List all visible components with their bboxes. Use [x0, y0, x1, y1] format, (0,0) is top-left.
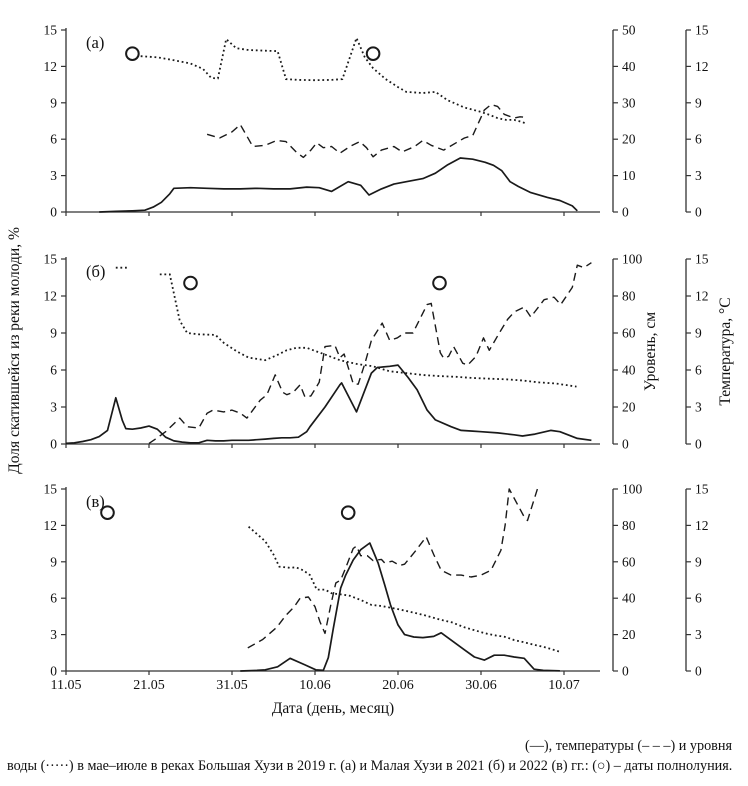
temp-tick-label: 9	[695, 325, 702, 341]
share-tick-label: 12	[43, 517, 57, 533]
temp-tick-label: 12	[695, 58, 709, 74]
temp-tick-label: 6	[695, 362, 702, 378]
x-tick-label: 30.06	[465, 678, 497, 693]
figure-caption-line-1: (—), температуры (– – –) и уровня	[524, 738, 732, 754]
temp-tick-label: 15	[695, 481, 709, 497]
full-moon-marker	[126, 47, 139, 60]
level-tick-label: 60	[622, 325, 636, 341]
panel-2	[44, 252, 709, 452]
level-tick-label: 20	[622, 399, 636, 415]
temp-tick-label: 3	[695, 627, 702, 643]
level-tick-label: 0	[622, 663, 629, 679]
share-tick-label: 0	[50, 204, 57, 220]
share-tick-label: 6	[50, 131, 57, 147]
temp-tick-label: 6	[695, 131, 702, 147]
share-tick-label: 12	[43, 288, 57, 304]
share-tick-label: 3	[50, 168, 57, 184]
share-tick-label: 12	[43, 58, 57, 74]
temp-tick-label: 15	[695, 251, 709, 267]
temp-tick-label: 0	[695, 663, 702, 679]
level-tick-label: 20	[622, 627, 636, 643]
share-tick-label: 9	[50, 95, 57, 111]
share-tick-label: 9	[50, 554, 57, 570]
y-axis-title-temperature: Температура, °C	[717, 297, 734, 406]
share-tick-label: 0	[50, 436, 57, 452]
x-axis-title: Дата (день, месяц)	[271, 700, 395, 717]
panel-label: (б)	[86, 262, 106, 281]
x-tick-label: 10.07	[548, 678, 580, 693]
x-tick-label: 11.05	[50, 678, 82, 693]
panel-1	[44, 23, 709, 220]
share-tick-label: 6	[50, 362, 57, 378]
temp-tick-label: 15	[695, 22, 709, 38]
y-axis-title-level: Уровень, см	[642, 311, 659, 392]
level-tick-label: 80	[622, 288, 636, 304]
temp-tick-label: 12	[695, 517, 709, 533]
juvenile-share-line	[66, 365, 591, 443]
full-moon-marker	[342, 506, 355, 519]
temperature-line	[149, 263, 591, 444]
share-tick-label: 3	[50, 399, 57, 415]
temp-tick-label: 0	[695, 436, 702, 452]
level-tick-label: 20	[622, 131, 636, 147]
juvenile-share-line	[99, 158, 577, 212]
x-tick-label: 10.06	[299, 678, 331, 693]
level-tick-label: 0	[622, 436, 629, 452]
level-tick-label: 50	[622, 22, 636, 38]
level-tick-label: 100	[622, 481, 643, 497]
level-tick-label: 10	[622, 168, 636, 184]
panel-label: (а)	[86, 33, 105, 52]
water-level-line	[141, 38, 527, 124]
share-tick-label: 3	[50, 627, 57, 643]
full-moon-marker	[184, 277, 197, 290]
temp-tick-label: 9	[695, 554, 702, 570]
juvenile-share-line	[240, 543, 560, 671]
share-tick-label: 15	[43, 251, 57, 267]
level-tick-label: 100	[622, 251, 643, 267]
level-tick-label: 0	[622, 204, 629, 220]
temperature-line	[248, 489, 541, 648]
temp-tick-label: 6	[695, 590, 702, 606]
level-tick-label: 40	[622, 362, 636, 378]
panel-label: (в)	[86, 492, 105, 511]
level-tick-label: 40	[622, 590, 636, 606]
share-tick-label: 6	[50, 590, 57, 606]
x-tick-label: 20.06	[382, 678, 414, 693]
x-tick-label: 31.05	[216, 678, 248, 693]
full-moon-marker	[433, 277, 446, 290]
x-tick-label: 21.05	[133, 678, 165, 693]
level-tick-label: 80	[622, 517, 636, 533]
level-tick-label: 30	[622, 95, 636, 111]
level-tick-label: 40	[622, 58, 636, 74]
temp-tick-label: 9	[695, 95, 702, 111]
temp-tick-label: 3	[695, 399, 702, 415]
share-tick-label: 15	[43, 481, 57, 497]
full-moon-marker	[367, 47, 380, 60]
share-tick-label: 9	[50, 325, 57, 341]
y-axis-title-share: Доля скатившейся из реки молоди, %	[6, 227, 23, 474]
temperature-line	[207, 105, 526, 158]
level-tick-label: 60	[622, 554, 636, 570]
temp-tick-label: 3	[695, 168, 702, 184]
share-tick-label: 15	[43, 22, 57, 38]
figure-caption-line-2: воды (·····) в мае–июле в реках Большая Хузи в 2019 г. (а) и Малая Хузи в 2021 (б) и 2022 (в) гг.: (○) – даты полнолуния.	[7, 758, 733, 774]
share-tick-label: 0	[50, 663, 57, 679]
panel-3	[44, 482, 709, 694]
temp-tick-label: 0	[695, 204, 702, 220]
temp-tick-label: 12	[695, 288, 709, 304]
